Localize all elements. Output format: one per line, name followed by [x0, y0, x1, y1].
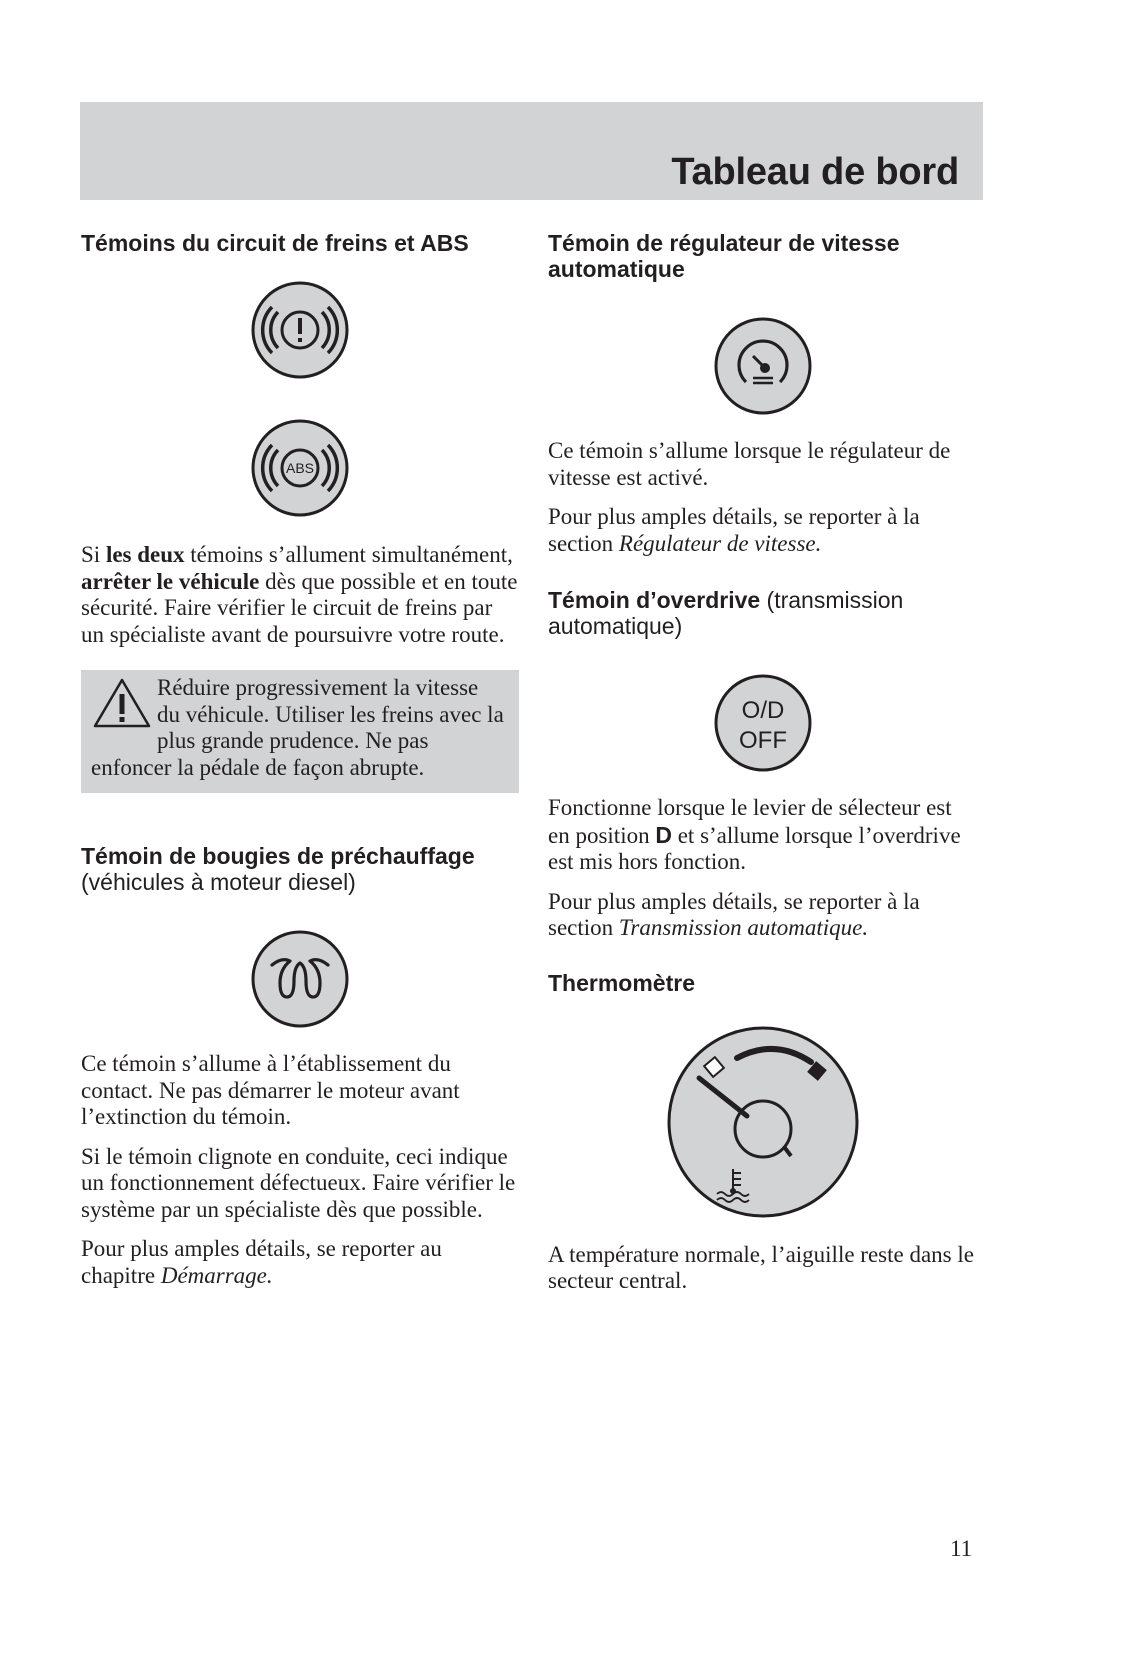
overdrive-label-line2: OFF	[739, 727, 787, 754]
abs-label: ABS	[285, 460, 315, 476]
thermo-section-title: Thermomètre	[548, 969, 695, 996]
overdrive-paragraph-1: Fonctionne lorsque le levier de sélecteur est en position D et s’allume lorsque l’overdrive est mis hors fonction.	[548, 795, 961, 874]
cruise-icon-row	[548, 316, 978, 416]
left-column	[81, 230, 519, 1302]
overdrive-off-icon	[713, 673, 813, 773]
glow-section-title: Témoin de bougies de préchauffage (véhicules à moteur diesel)	[81, 843, 475, 895]
cruise-paragraph-2: Pour plus amples détails, se reporter à la section Régulateur de vitesse.	[548, 504, 920, 556]
cruise-paragraph-1: Ce témoin s’allume lorsque le régulateur de vitesse est activé.	[548, 438, 951, 490]
thermo-paragraph: A température normale, l’aiguille reste dans le secteur central.	[548, 1241, 974, 1293]
abs-icon-row	[81, 418, 519, 518]
page-number: 11	[950, 1536, 973, 1561]
overdrive-icon-row	[548, 673, 978, 773]
cruise-section-title: Témoin de régulateur de vitesse automatique	[548, 230, 900, 282]
brake-warning-icon	[250, 280, 350, 380]
page-header	[80, 102, 983, 200]
glow-paragraph-3: Pour plus amples détails, se reporter au chapitre Démarrage.	[81, 1236, 442, 1288]
thermo-icon-row	[548, 1024, 978, 1220]
page-title: Tableau de bord	[671, 151, 959, 193]
warning-box	[81, 670, 519, 793]
overdrive-label-line1: O/D	[741, 697, 785, 724]
brakes-section-title: Témoins du circuit de freins et ABS	[81, 230, 469, 256]
warning-triangle-icon	[91, 677, 153, 729]
abs-warning-icon	[250, 418, 350, 518]
brakes-paragraph: Si les deux témoins s’allument simultanément, arrêter le véhicule dès que possible et en toute sécurité. Faire vérifier le circuit de freins par un spécialiste avant de poursuivre votre route.	[81, 542, 518, 647]
overdrive-paragraph-2: Pour plus amples détails, se reporter à la section Transmission automatique.	[548, 888, 920, 940]
glow-paragraph-1: Ce témoin s’allume à l’établissement du contact. Ne pas démarrer le moteur avant l’extinction du témoin.	[81, 1051, 460, 1129]
temperature-gauge-icon	[665, 1024, 861, 1220]
right-column	[548, 230, 978, 1308]
glow-icon-row	[81, 929, 519, 1029]
glow-plug-icon	[250, 929, 350, 1029]
warning-text: Réduire progressivement la vitesse du véhicule. Utiliser les freins avec la plus grande prudence. Ne pas enfoncer la pédale de façon abrupte.	[91, 675, 504, 780]
overdrive-section-title: Témoin d’overdrive (transmission automatique)	[548, 587, 904, 639]
cruise-control-icon	[713, 316, 813, 416]
glow-paragraph-2: Si le témoin clignote en conduite, ceci indique un fonctionnement défectueux. Faire vérifier le système par un spécialiste dès que possible.	[81, 1143, 516, 1222]
brake-icon-row	[81, 280, 519, 380]
